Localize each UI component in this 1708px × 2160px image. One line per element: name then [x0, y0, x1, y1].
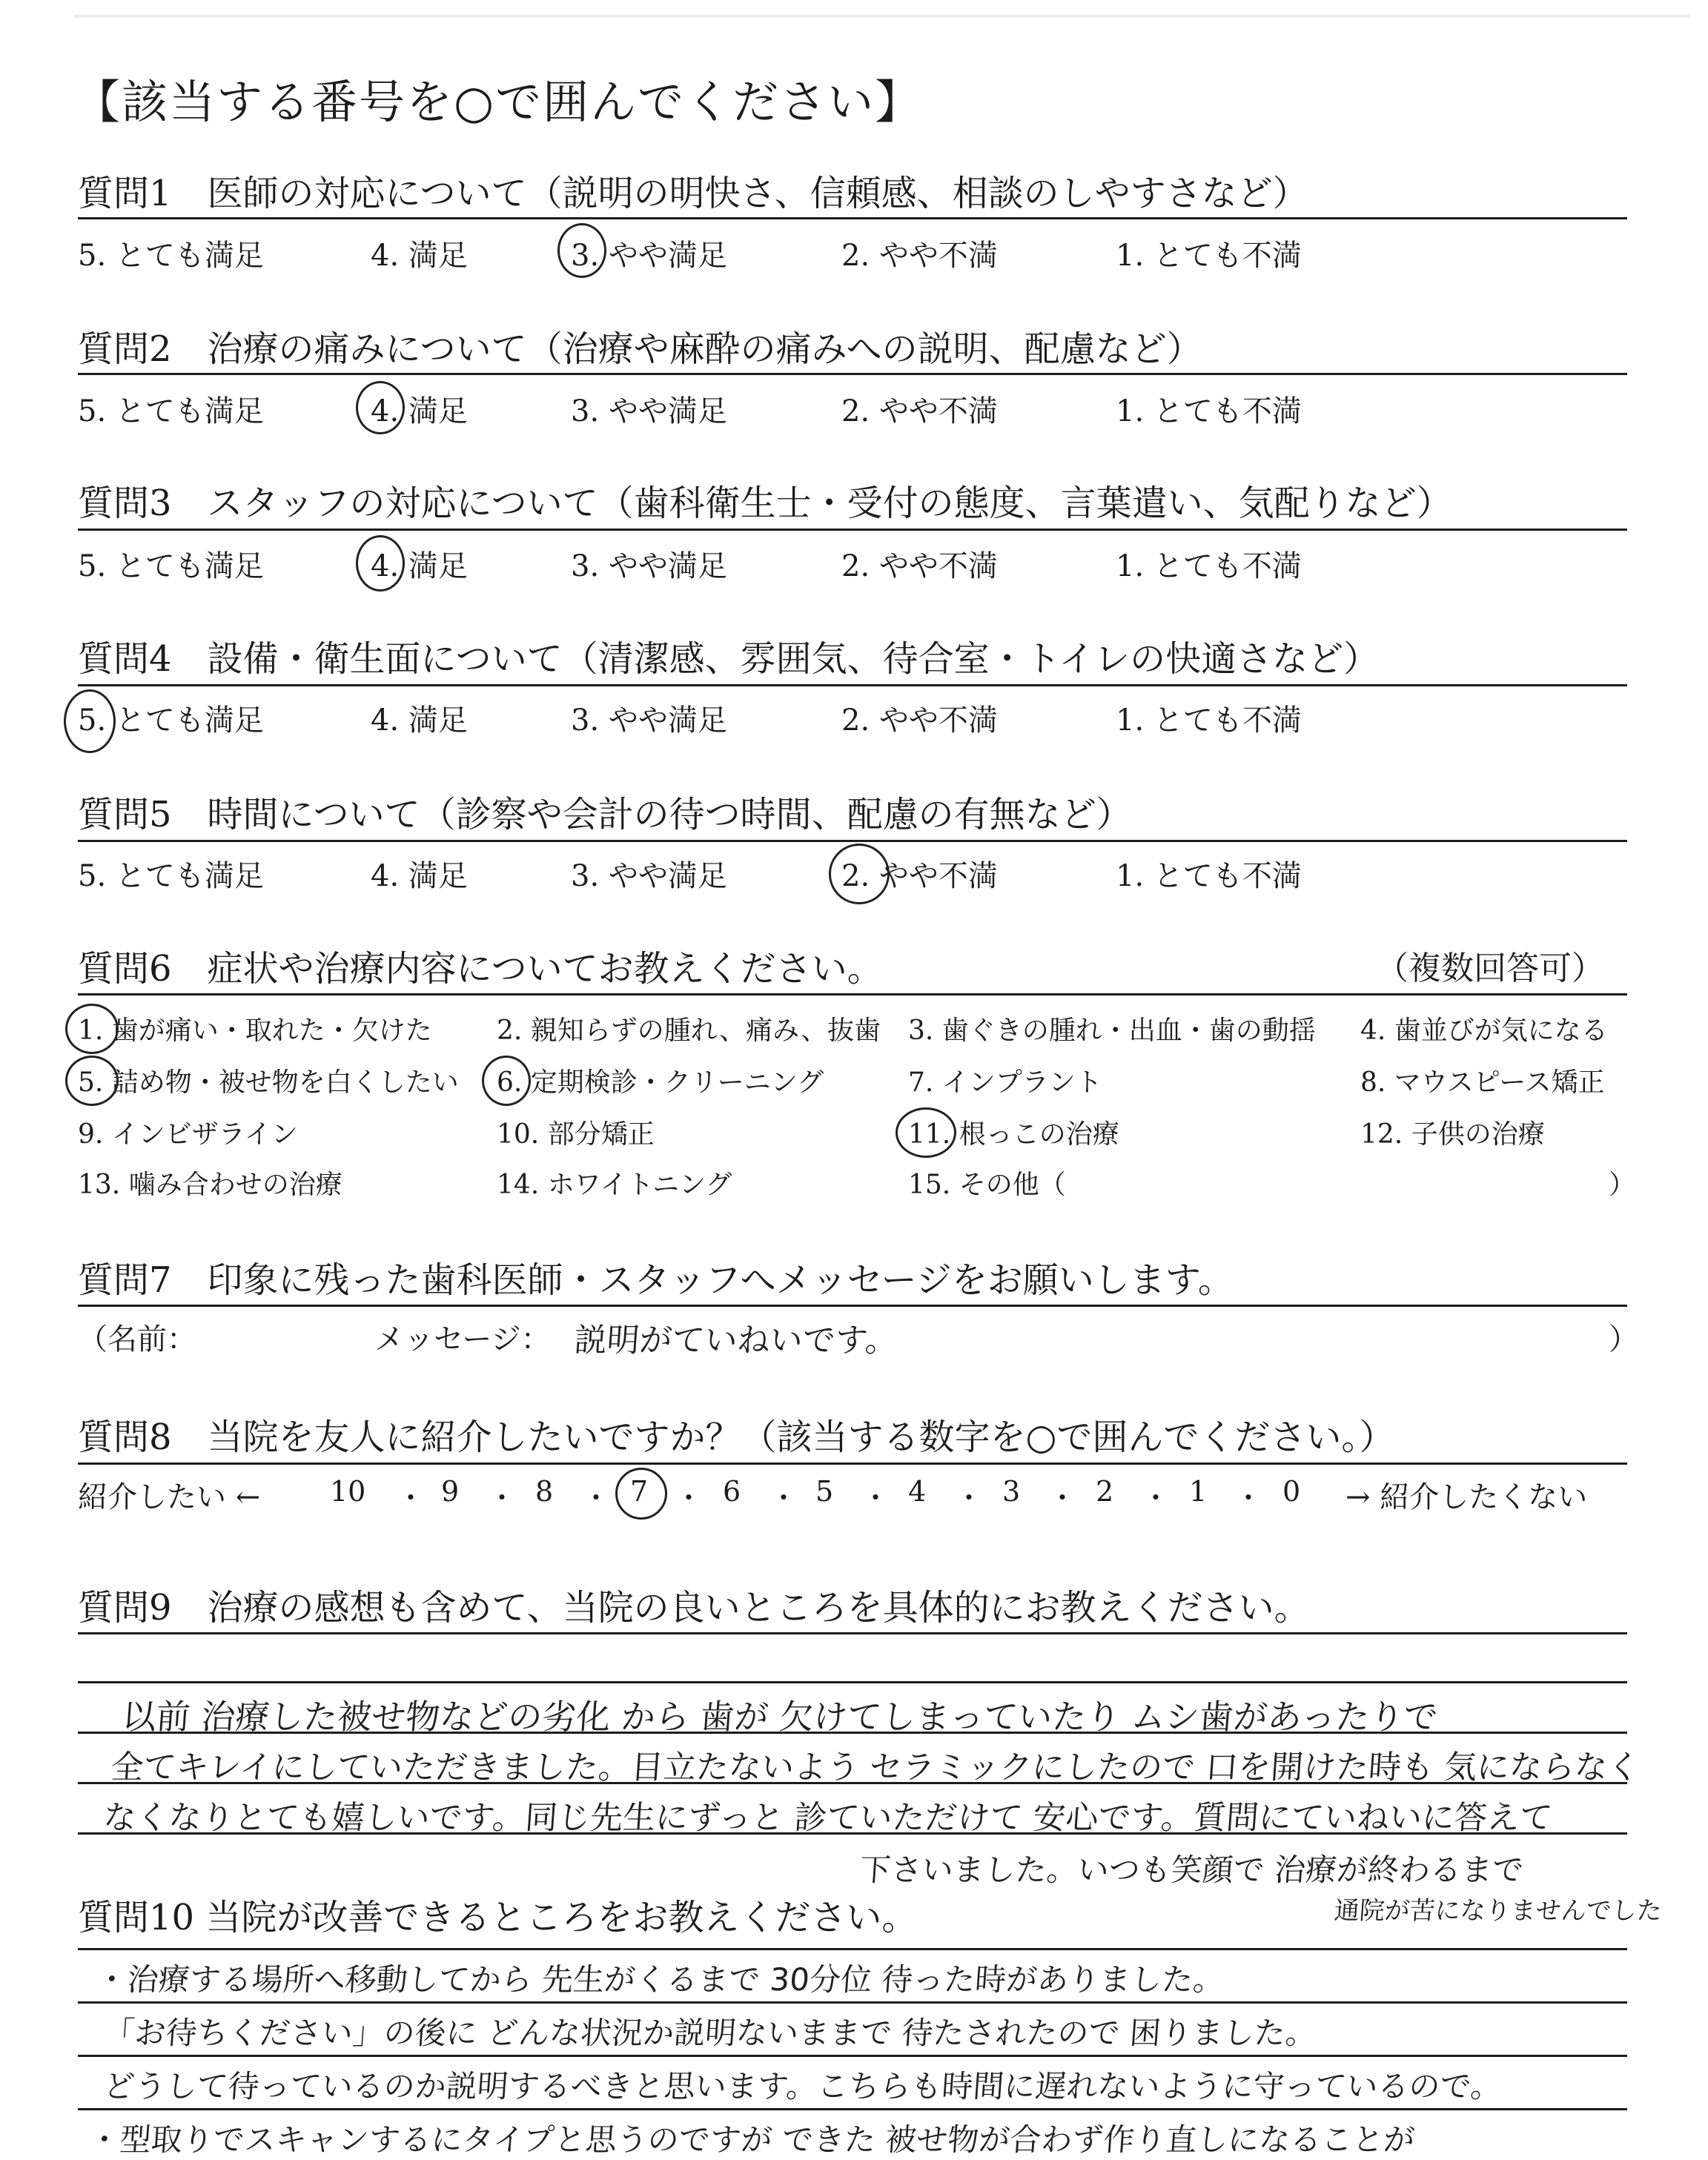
scale-9[interactable]: 9 [441, 1475, 460, 1508]
scale-0[interactable]: 0 [1282, 1475, 1301, 1508]
question-5-heading: 質問5 時間について（診察や会計の待つ時間、配慮の有無など） [78, 794, 1132, 835]
scale-6[interactable]: 6 [723, 1475, 741, 1508]
question-4-heading: 質問4 設備・衛生面について（清潔感、雰囲気、待合室・トイレの快適さなど） [78, 638, 1380, 680]
q6-item-1[interactable]: 1. 歯が痛い・取れた・欠けた [78, 1016, 432, 1046]
q5-option-1[interactable]: 1. とても不満 [1116, 859, 1302, 893]
q3-option-4[interactable]: 4. 満足 [371, 549, 468, 583]
scale-sep: ・ [1234, 1482, 1263, 1514]
q5-selection-circle [829, 844, 890, 904]
question-6-heading: 質問6 症状や治療内容についてお教えください。 [78, 948, 883, 990]
question-3-rule [78, 529, 1627, 531]
question-7-heading: 質問7 印象に残った歯科医師・スタッフへメッセージをお願いします。 [78, 1259, 1234, 1301]
q5-option-5[interactable]: 5. とても満足 [78, 859, 264, 893]
q6-item-7[interactable]: 7. インプラント [908, 1067, 1102, 1098]
q5-option-2[interactable]: 2. やや不満 [841, 859, 998, 893]
q6-selection-circle-6 [482, 1056, 531, 1106]
q2-option-3[interactable]: 3. やや満足 [571, 394, 727, 428]
q2-option-5[interactable]: 5. とても満足 [78, 394, 264, 428]
q6-item-3[interactable]: 3. 歯ぐきの腫れ・出血・歯の動揺 [908, 1016, 1316, 1046]
q6-selection-circle-1 [65, 1004, 119, 1054]
scale-1[interactable]: 1 [1189, 1475, 1208, 1508]
q6-item-9[interactable]: 9. インビザライン [78, 1119, 298, 1150]
q9-handwritten-line-4: 下さいました。いつも笑顔で 治療が終わるまで [858, 1852, 1525, 1888]
q10-handwritten-line-1: ・治療する場所へ移動してから 先生がくるまで 30分位 待った時がありました。 [95, 1961, 1226, 1998]
scale-sep: ・ [488, 1482, 517, 1514]
q4-option-2[interactable]: 2. やや不満 [841, 703, 998, 738]
q6-item-13[interactable]: 13. 噛み合わせの治療 [78, 1170, 342, 1200]
question-6-rule [78, 993, 1627, 995]
q9-handwritten-line-2: 全てキレイにしていただきました。目立たないよう セラミックにしたので 口を開けた時も 気にならなく [109, 1749, 1641, 1786]
question-1-rule [78, 217, 1627, 219]
q6-selection-circle-5 [65, 1056, 119, 1106]
q2-option-1[interactable]: 1. とても不満 [1116, 394, 1302, 428]
scale-4[interactable]: 4 [908, 1475, 927, 1508]
q1-option-4[interactable]: 4. 満足 [371, 239, 468, 273]
q2-selection-circle [356, 381, 405, 434]
q10-rule-3 [78, 2108, 1627, 2110]
question-4-rule [78, 684, 1627, 686]
scale-sep: ・ [1142, 1482, 1171, 1514]
message-close: ） [1609, 1322, 1638, 1356]
question-10-heading: 質問10 当院が改善できるところをお教えください。 [78, 1897, 918, 1938]
q6-item-5[interactable]: 5. 詰め物・被せ物を白くしたい [78, 1067, 459, 1098]
recommend-left-label: 紹介したい ← [78, 1480, 261, 1514]
q4-option-5[interactable]: 5. とても満足 [78, 703, 264, 738]
q10-handwritten-line-2: 「お待ちください」の後に どんな状況か説明ないままで 待たされたので 困りました。 [102, 2015, 1318, 2051]
question-2-heading: 質問2 治療の痛みについて（治療や麻酔の痛みへの説明、配慮など） [78, 328, 1202, 370]
q6-item-6[interactable]: 6. 定期検診・クリーニング [497, 1067, 824, 1098]
question-1-heading: 質問1 医師の対応について（説明の明快さ、信頼感、相談のしやすさなど） [78, 173, 1308, 214]
q6-selection-circle-11 [896, 1107, 956, 1158]
question-2-rule [78, 373, 1627, 375]
q6-item-15[interactable]: 15. その他（ [908, 1170, 1066, 1200]
question-3-heading: 質問3 スタッフの対応について（歯科衛生士・受付の態度、言葉遣い、気配りなど） [78, 483, 1452, 524]
q6-item-11[interactable]: 11. 根っこの治療 [908, 1119, 1119, 1150]
q4-selection-circle [64, 689, 116, 753]
q9-rule-1 [78, 1681, 1627, 1683]
q4-option-3[interactable]: 3. やや満足 [571, 703, 727, 738]
q6-item-4[interactable]: 4. 歯並びが気になる [1360, 1016, 1608, 1046]
q10-handwritten-line-3: どうして待っているのか説明するべきと思います。こちらも時間に遅れないように守っているので。 [102, 2068, 1503, 2104]
q9-handwritten-line-5: 通院が苦になりませんでした [1333, 1896, 1664, 1926]
q6-item-10[interactable]: 10. 部分矯正 [497, 1119, 655, 1150]
q1-option-3[interactable]: 3. やや満足 [571, 239, 727, 273]
q1-option-1[interactable]: 1. とても不満 [1116, 239, 1302, 273]
scale-sep: ・ [955, 1482, 984, 1514]
q3-option-3[interactable]: 3. やや満足 [571, 549, 727, 583]
q3-option-5[interactable]: 5. とても満足 [78, 549, 264, 583]
q9-rule-0 [78, 1632, 1627, 1634]
q3-option-2[interactable]: 2. やや不満 [841, 549, 998, 583]
scale-sep: ・ [1048, 1482, 1077, 1514]
q1-option-2[interactable]: 2. やや不満 [841, 239, 998, 273]
q6-item-14[interactable]: 14. ホワイトニング [497, 1170, 732, 1200]
message-label: メッセージ： [374, 1322, 551, 1356]
scale-sep: ・ [769, 1482, 798, 1514]
q3-selection-circle [356, 535, 405, 592]
form-title: 【該当する番号を○で囲んでください】 [74, 75, 923, 129]
handwritten-message: 説明がていねいです。 [572, 1322, 899, 1359]
q6-item-12[interactable]: 12. 子供の治療 [1360, 1119, 1545, 1150]
q6-item-2[interactable]: 2. 親知らずの腫れ、痛み、抜歯 [497, 1016, 881, 1046]
scale-7[interactable]: 7 [630, 1475, 649, 1508]
scale-5[interactable]: 5 [815, 1475, 834, 1508]
question-9-heading: 質問9 治療の感想も含めて、当院の良いところを具体的にお教えください。 [78, 1587, 1310, 1629]
name-label: （名前： [78, 1322, 196, 1356]
scale-sep: ・ [397, 1482, 426, 1514]
q10-rule-1 [78, 2001, 1627, 2004]
recommend-right-label: → 紹介したくない [1345, 1480, 1588, 1514]
question-8-heading: 質問8 当院を友人に紹介したいですか？（該当する数字を○で囲んでください。） [78, 1417, 1395, 1458]
q5-option-3[interactable]: 3. やや満足 [571, 859, 727, 893]
q9-handwritten-line-3: なくなりとても嬉しいです。同じ先生にずっと 診ていただけて 安心です。質問にていねいに答えて [102, 1799, 1554, 1837]
q6-item-8[interactable]: 8. マウスピース矯正 [1360, 1067, 1605, 1098]
q9-handwritten-line-1: 以前 治療した被せ物などの劣化 から 歯が 欠けてしまっていたり ムシ歯があったりで [120, 1697, 1440, 1737]
q10-rule-2 [78, 2055, 1627, 2057]
scale-sep: ・ [582, 1482, 611, 1514]
q1-selection-circle [557, 223, 606, 278]
page-top-border [74, 15, 1690, 18]
q5-option-4[interactable]: 4. 満足 [371, 859, 468, 893]
scale-sep: ・ [861, 1482, 890, 1514]
multiple-answer-note: （複数回答可） [1376, 950, 1604, 987]
q3-option-1[interactable]: 1. とても不満 [1116, 549, 1302, 583]
q4-option-1[interactable]: 1. とても不満 [1116, 703, 1302, 738]
q2-option-4[interactable]: 4. 満足 [371, 394, 468, 428]
scale-3[interactable]: 3 [1002, 1475, 1021, 1508]
q10-rule-0 [78, 1948, 1627, 1950]
scale-2[interactable]: 2 [1096, 1475, 1114, 1508]
q8-selection-circle [615, 1468, 667, 1520]
scale-8[interactable]: 8 [535, 1475, 554, 1508]
q4-option-4[interactable]: 4. 満足 [371, 703, 468, 738]
q10-handwritten-line-4: ・型取りでスキャンするにタイプと思うのですが できた 被せ物が合わず作り直しになることが [87, 2121, 1417, 2158]
scale-10[interactable]: 10 [330, 1475, 366, 1508]
question-7-rule [78, 1305, 1627, 1307]
q6-other-close: ） [1609, 1170, 1636, 1200]
scale-sep: ・ [675, 1482, 704, 1514]
question-5-rule [78, 840, 1627, 842]
q2-option-2[interactable]: 2. やや不満 [841, 394, 998, 428]
q1-option-5[interactable]: 5. とても満足 [78, 239, 264, 273]
question-8-rule [78, 1462, 1627, 1465]
